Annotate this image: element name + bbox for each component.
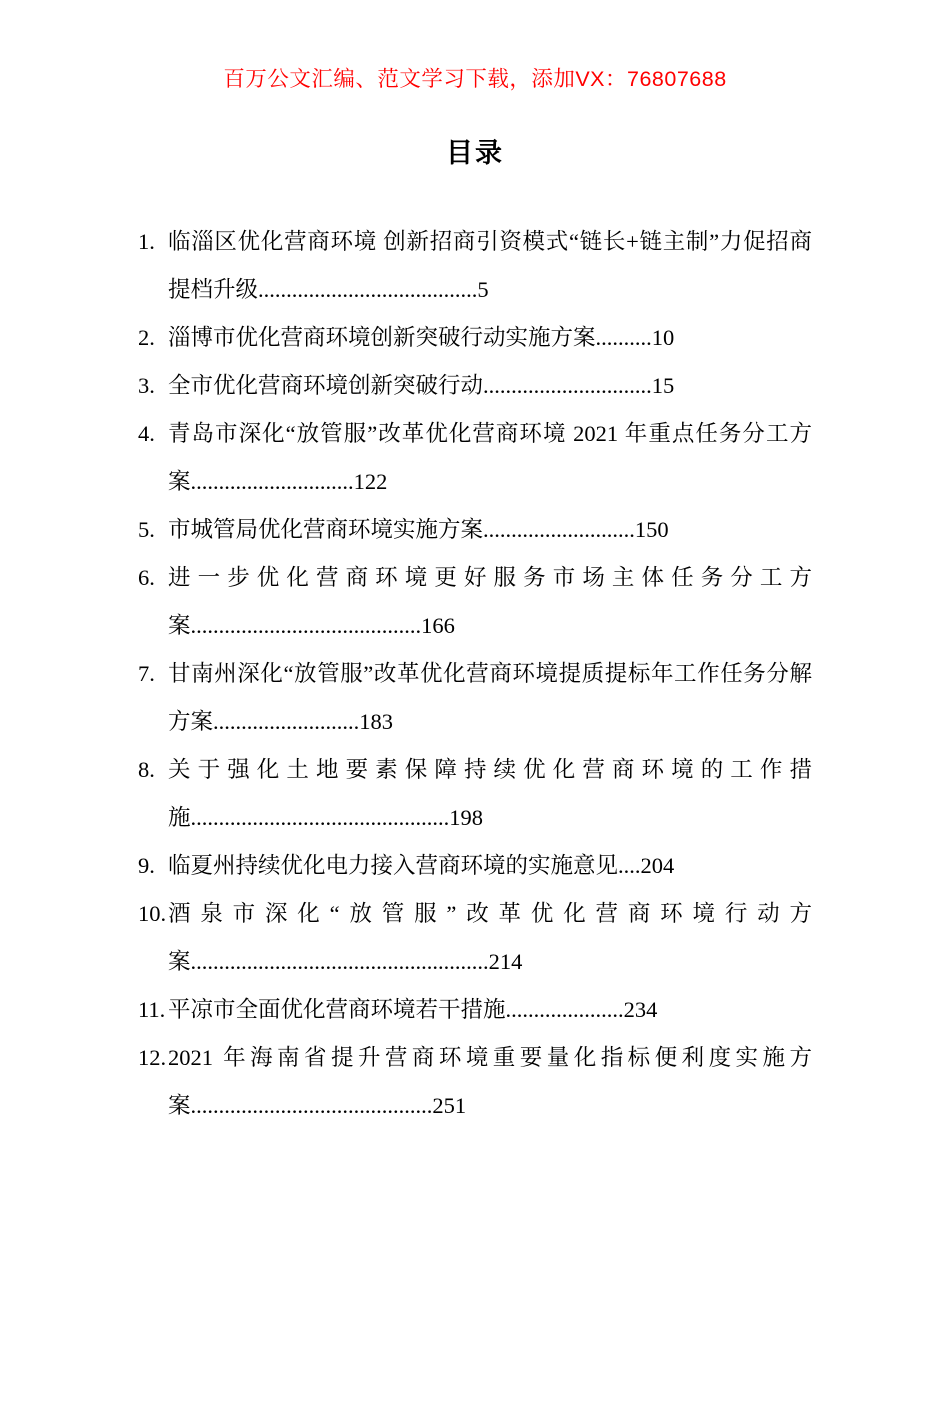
toc-entry-page: 10: [651, 325, 675, 350]
toc-leader-dots: ...........................................: [190, 1093, 433, 1118]
toc-entry[interactable]: [138, 1034, 812, 1130]
toc-entry-title: 进一步优化营商环境更好服务市场主体任务分工方案: [168, 565, 812, 638]
toc-entry-title: 甘南州深化“放管服”改革优化营商环境提质提标年工作任务分解方案: [168, 661, 812, 734]
toc-entry-number: 2.: [138, 325, 155, 350]
toc-entry-title: 2021 年海南省提升营商环境重要量化指标便利度实施方案: [168, 1045, 812, 1118]
toc-entry[interactable]: [138, 746, 812, 842]
toc-entry-page: 150: [634, 517, 669, 542]
toc-entry-number: 5.: [138, 517, 155, 542]
page-title: 目录: [446, 138, 504, 168]
toc-entry[interactable]: [138, 890, 812, 986]
toc-entry-number: 12.: [138, 1045, 167, 1070]
toc-entry[interactable]: [138, 218, 812, 314]
toc-entry-page: 5: [477, 277, 489, 302]
toc-entry-number: 4.: [138, 421, 155, 446]
toc-entry[interactable]: [138, 554, 812, 650]
toc-entry[interactable]: [138, 986, 812, 1034]
toc-leader-dots: ..........: [595, 325, 652, 350]
toc-entry-page: 251: [432, 1093, 467, 1118]
toc-entry-title: 酒泉市深化“放管服”改革优化营商环境行动方案: [168, 901, 812, 974]
toc-leader-dots: .......................................: [258, 277, 478, 302]
toc-entry-title: 平凉市全面优化营商环境若干措施: [168, 997, 506, 1022]
toc-entry-title: 全市优化营商环境创新突破行动: [168, 373, 484, 398]
toc-leader-dots: ..............................: [483, 373, 652, 398]
toc-entry-number: 6.: [138, 565, 155, 590]
table-of-contents: [138, 218, 812, 1130]
toc-entry-number: 1.: [138, 229, 155, 254]
toc-leader-dots: ...........................: [483, 517, 635, 542]
toc-entry-page: 122: [353, 469, 388, 494]
toc-entry-number: 3.: [138, 373, 155, 398]
toc-entry-number: 7.: [138, 661, 155, 686]
toc-leader-dots: .....................: [505, 997, 624, 1022]
toc-leader-dots: .....................................................: [190, 949, 489, 974]
toc-leader-dots: .............................: [190, 469, 354, 494]
toc-entry-page: 166: [421, 613, 455, 638]
toc-leader-dots: .........................................: [190, 613, 422, 638]
toc-entry-number: 9.: [138, 853, 155, 878]
document-page: [0, 62, 950, 1406]
toc-entry[interactable]: [138, 314, 812, 362]
toc-entry-title: 临淄区优化营商环境 创新招商引资模式“链长+链主制”力促招商提档升级: [168, 229, 812, 302]
toc-entry[interactable]: [138, 650, 812, 746]
toc-entry-page: 214: [488, 949, 523, 974]
toc-entry-page: 15: [651, 373, 675, 398]
toc-entry-page: 183: [359, 709, 394, 734]
toc-entry[interactable]: [138, 362, 812, 410]
toc-entry-title: 关于强化土地要素保障持续优化营商环境的工作措施: [168, 757, 812, 830]
toc-leader-dots: ..........................: [213, 709, 360, 734]
toc-entry[interactable]: [138, 842, 812, 890]
toc-entry-number: 10.: [138, 901, 167, 926]
toc-entry-page: 198: [449, 805, 484, 830]
toc-entry-title: 临夏州持续优化电力接入营商环境的实施意见: [168, 853, 619, 878]
toc-entry[interactable]: [138, 506, 812, 554]
toc-leader-dots: ..............................................: [190, 805, 450, 830]
toc-entry-number: 8.: [138, 757, 155, 782]
toc-leader-dots: ....: [618, 853, 641, 878]
promo-banner: 百万公文汇编、范文学习下载，添加VX：76807688: [223, 67, 727, 91]
toc-entry-page: 234: [623, 997, 658, 1022]
toc-entry-title: 市城管局优化营商环境实施方案: [168, 517, 484, 542]
toc-entry[interactable]: [138, 410, 812, 506]
toc-entry-title: 淄博市优化营商环境创新突破行动实施方案: [168, 325, 596, 350]
toc-entry-title: 青岛市深化“放管服”改革优化营商环境 2021 年重点任务分工方案: [168, 421, 812, 494]
toc-entry-page: 204: [640, 853, 675, 878]
toc-entry-number: 11.: [138, 997, 166, 1022]
